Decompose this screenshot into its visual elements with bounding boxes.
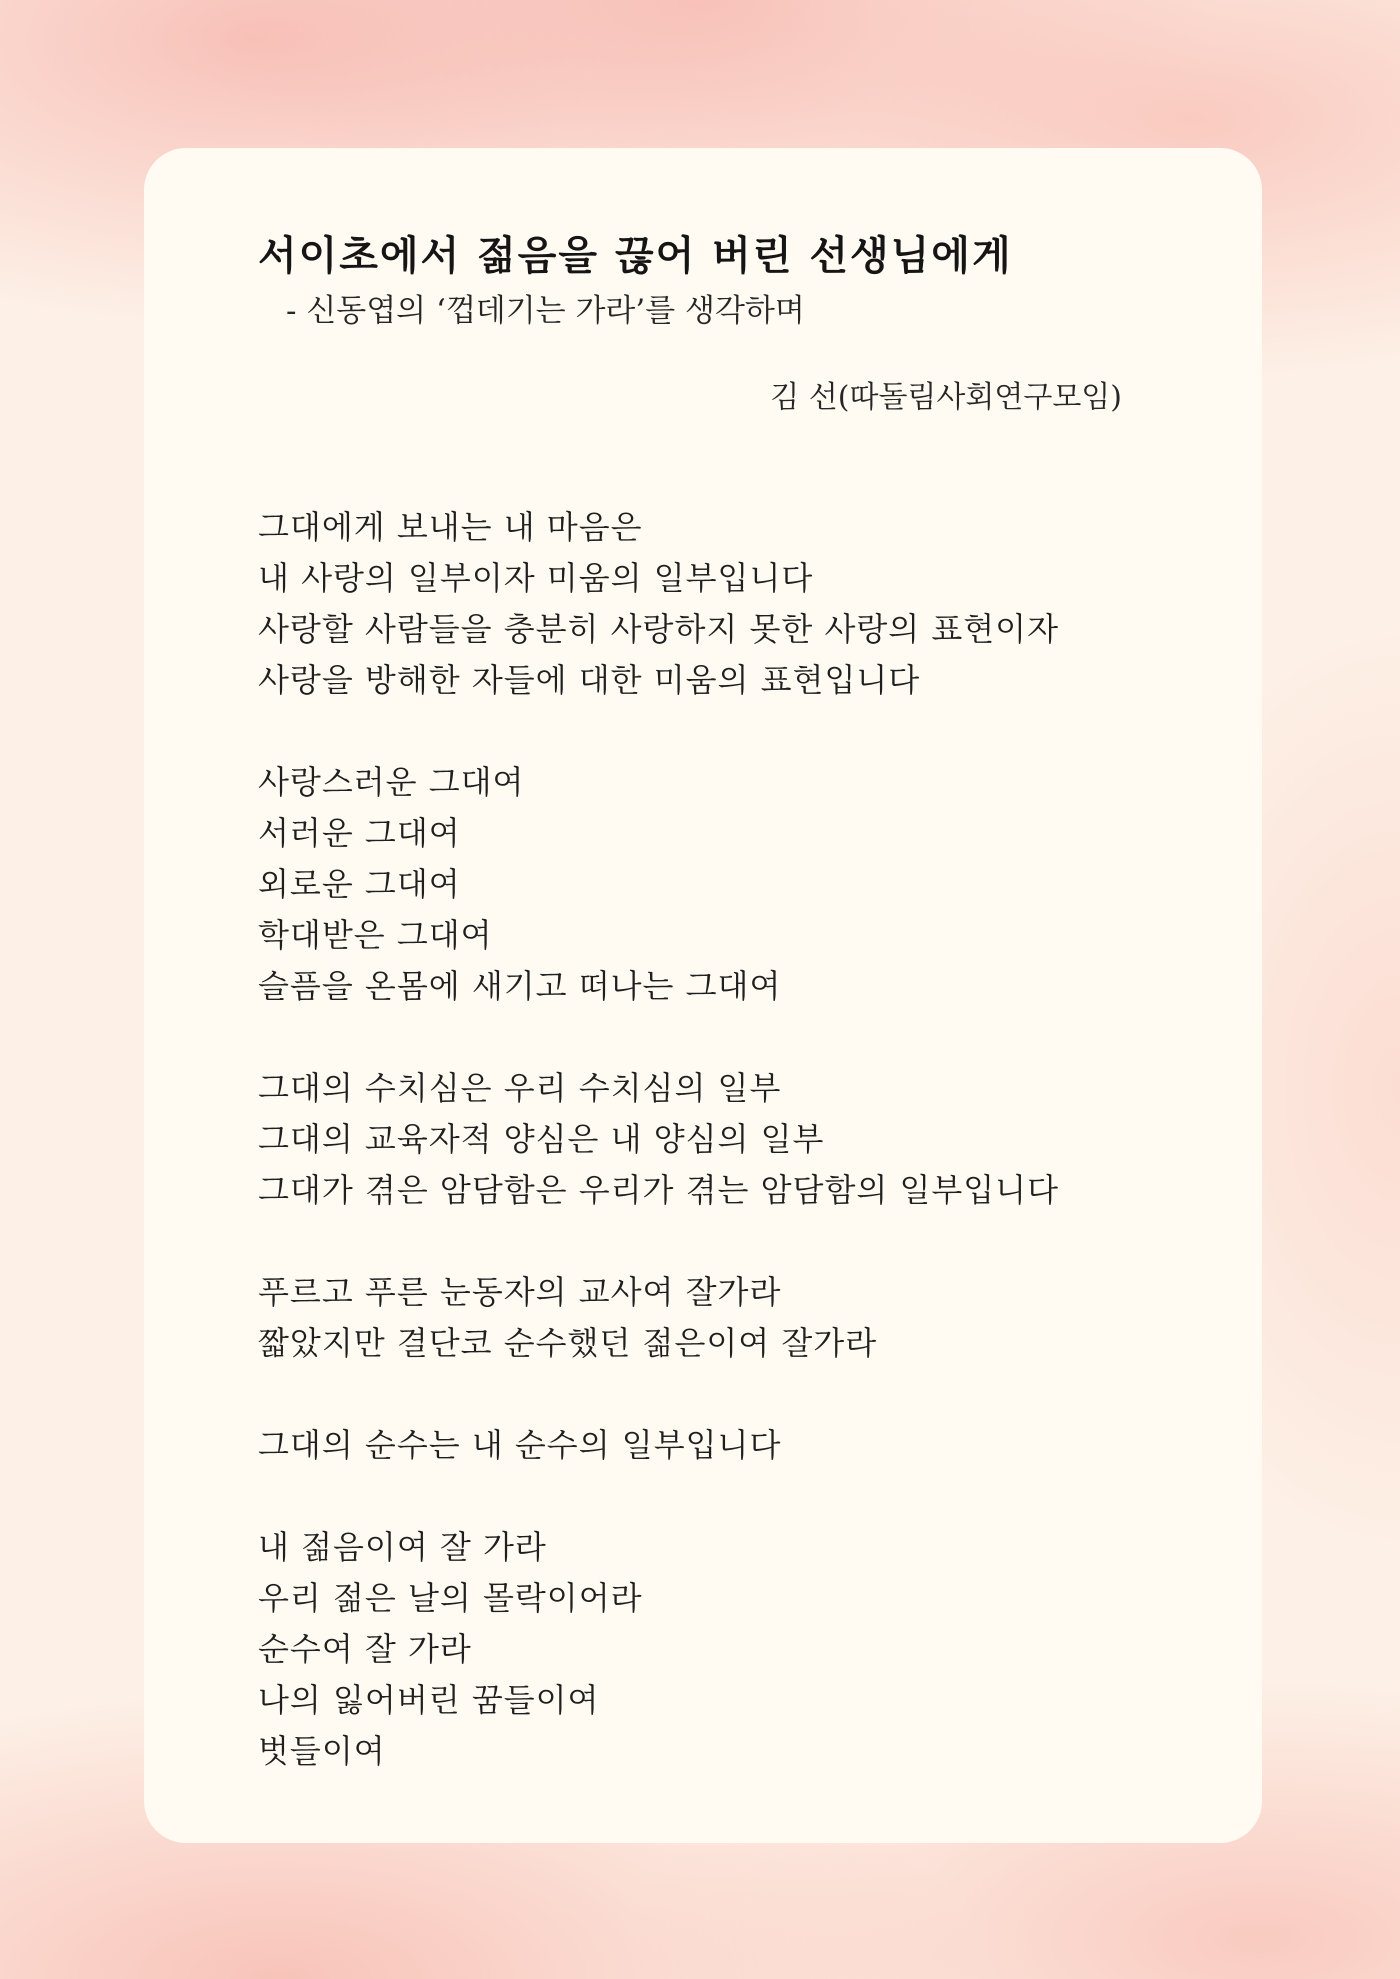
poem-line: 짧았지만 결단코 순수했던 젊은이여 잘가라 <box>258 1324 878 1362</box>
poem-line: 순수여 잘 가라 <box>258 1630 472 1668</box>
poem-line: 그대가 겪은 암담함은 우리가 겪는 암담함의 일부입니다 <box>258 1171 1060 1209</box>
poem-line: 서러운 그대여 <box>258 814 461 852</box>
poem-line: 슬픔을 온몸에 새기고 떠나는 그대여 <box>258 967 782 1005</box>
poem-line: 벗들이여 <box>258 1732 386 1770</box>
stanza <box>258 1063 1158 1216</box>
poem-line: 내 사랑의 일부이자 미움의 일부입니다 <box>258 559 814 597</box>
poem-line: 그대에게 보내는 내 마음은 <box>258 508 643 546</box>
poem-line: 우리 젊은 날의 몰락이어라 <box>258 1579 643 1617</box>
stanza <box>258 1420 1158 1471</box>
poem-document <box>258 228 1158 1828</box>
poem-line: 사랑스러운 그대여 <box>258 763 525 801</box>
poem-line: 그대의 수치심은 우리 수치심의 일부 <box>258 1069 782 1107</box>
poem-line: 그대의 순수는 내 순수의 일부입니다 <box>258 1426 782 1464</box>
stanza <box>258 757 1158 1012</box>
poem-line: 그대의 교육자적 양심은 내 양심의 일부 <box>258 1120 825 1158</box>
stanza <box>258 1267 1158 1369</box>
poem-body <box>258 502 1158 1777</box>
poem-line: 사랑할 사람들을 충분히 사랑하지 못한 사랑의 표현이자 <box>258 610 1060 648</box>
stanza <box>258 1522 1158 1777</box>
poem-line: 내 젊음이여 잘 가라 <box>258 1528 547 1566</box>
poem-line: 나의 잃어버린 꿈들이여 <box>258 1681 600 1719</box>
poem-line: 외로운 그대여 <box>258 865 461 903</box>
poem-title: 서이초에서 젊음을 끊어 버린 선생님에게 <box>258 233 1013 279</box>
stanza <box>258 502 1158 706</box>
poem-line: 푸르고 푸른 눈동자의 교사여 잘가라 <box>258 1273 782 1311</box>
poem-subtitle: - 신동엽의 ‘껍데기는 가라’를 생각하며 <box>286 293 805 329</box>
poem-line: 사랑을 방해한 자들에 대한 미움의 표현입니다 <box>258 661 921 699</box>
poem-line: 학대받은 그대여 <box>258 916 493 954</box>
poem-author: 김 선(따돌림사회연구모임) <box>770 380 1122 415</box>
